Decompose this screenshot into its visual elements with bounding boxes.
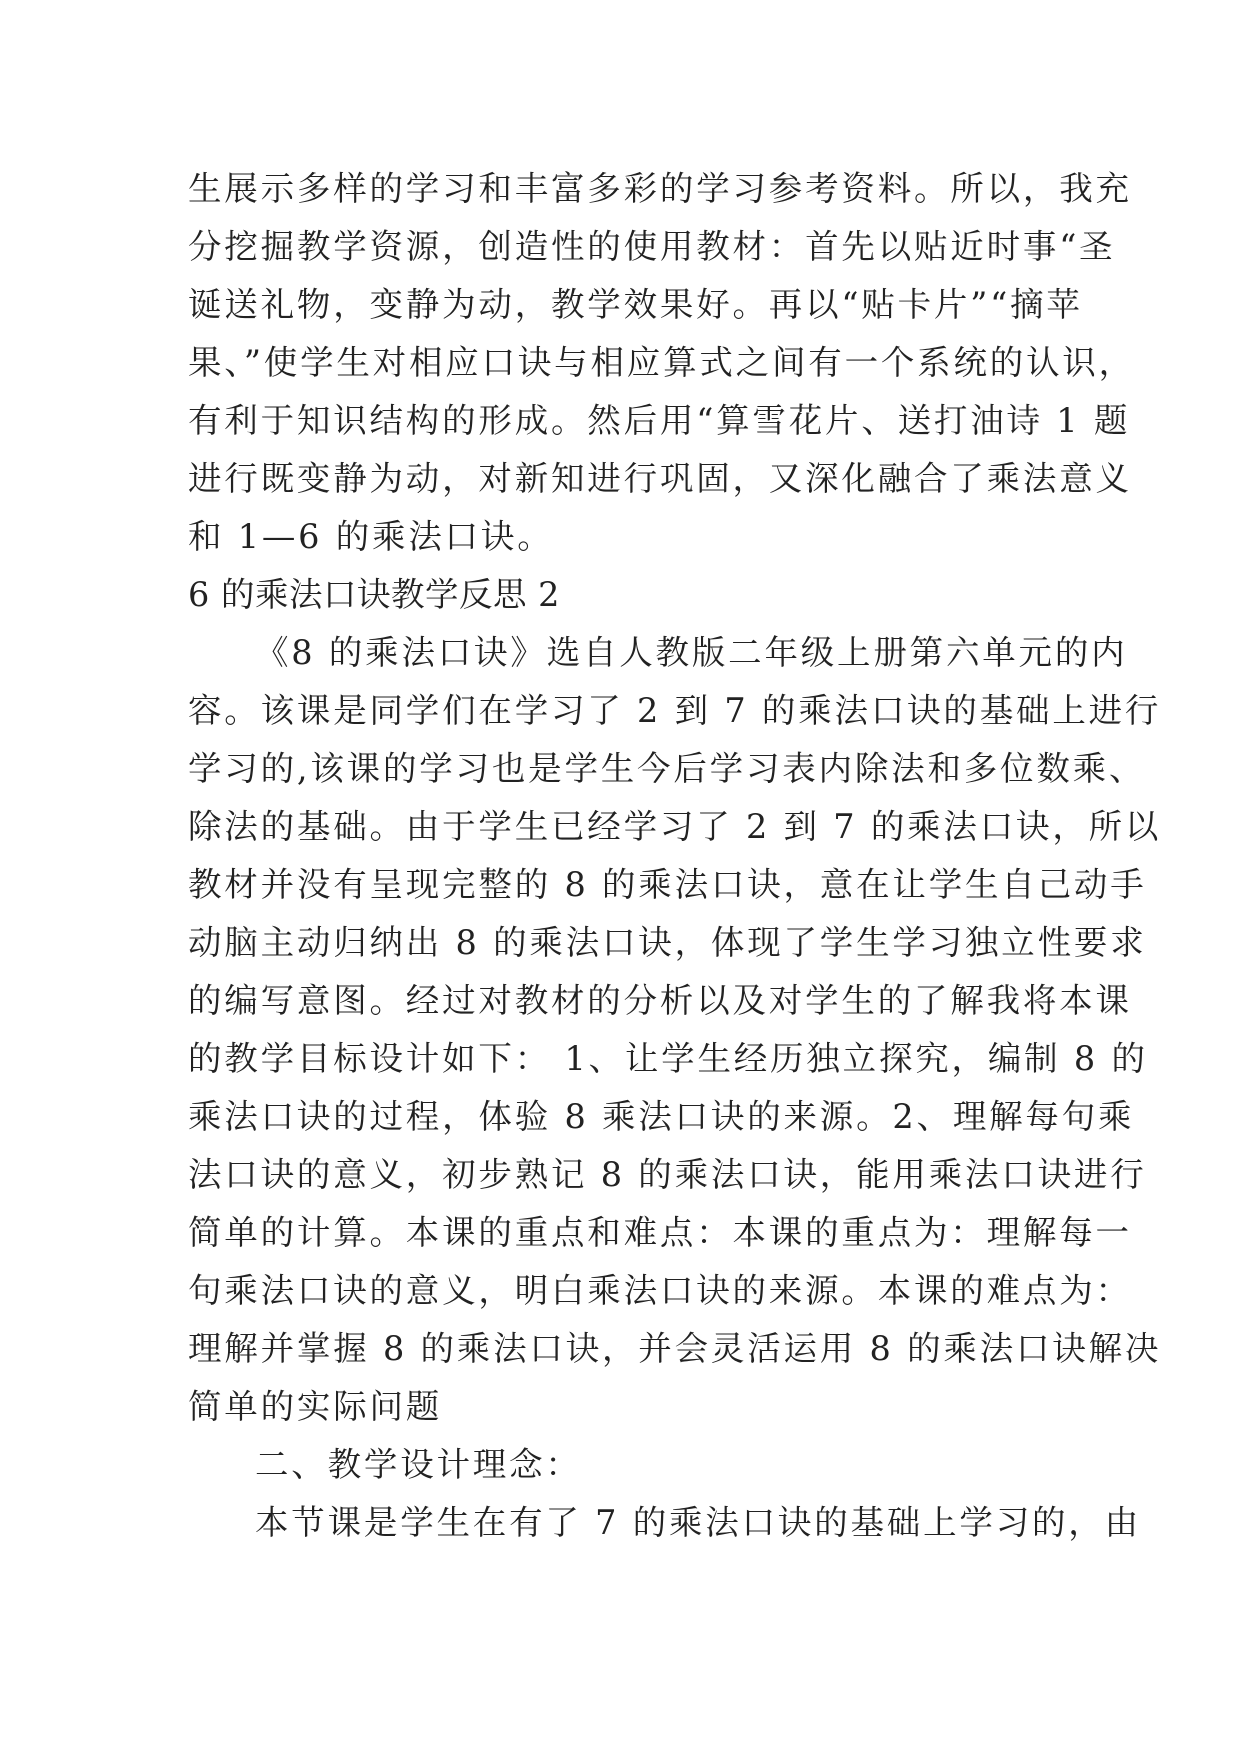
paragraph-1-line: 分挖掘教学资源，创造性的使用教材：首先以贴近时事“圣 <box>188 227 1116 266</box>
paragraph-2-line: 除法的基础。由于学生已经学习了 2 到 7 的乘法口诀，所以 <box>188 807 1162 846</box>
section-title: 6 的乘法口诀教学反思 2 <box>188 575 560 614</box>
paragraph-2-line: 教材并没有呈现完整的 8 的乘法口诀，意在让学生自己动手 <box>188 865 1147 904</box>
paragraph-2-line: 《8 的乘法口诀》选自人教版二年级上册第六单元的内 <box>255 633 1128 672</box>
paragraph-1-line: 生展示多样的学习和丰富多彩的学习参考资料。所以，我充 <box>188 169 1132 208</box>
subheading: 二、教学设计理念： <box>255 1445 582 1484</box>
paragraph-2-line: 简单的实际问题 <box>188 1387 443 1426</box>
paragraph-2-line: 的教学目标设计如下： 1、让学生经历独立探究，编制 8 的 <box>188 1039 1148 1078</box>
paragraph-2-line: 乘法口诀的过程，体验 8 乘法口诀的来源。2、理解每句乘 <box>188 1097 1135 1136</box>
paragraph-2-line: 动脑主动归纳出 8 的乘法口诀，体现了学生学习独立性要求 <box>188 923 1147 962</box>
paragraph-1-line: 和 1—6 的乘法口诀。 <box>188 517 554 556</box>
paragraph-2-line: 容。该课是同学们在学习了 2 到 7 的乘法口诀的基础上进行 <box>188 691 1162 730</box>
paragraph-1-line: 诞送礼物，变静为动，教学效果好。再以“贴卡片”“摘苹 <box>188 285 1083 324</box>
document-body <box>188 160 1162 1552</box>
paragraph-2-line: 学习的,该课的学习也是学生今后学习表内除法和多位数乘、 <box>188 749 1146 788</box>
paragraph-2-line: 简单的计算。本课的重点和难点：本课的重点为：理解每一 <box>188 1213 1132 1252</box>
paragraph-2-line: 的编写意图。经过对教材的分析以及对学生的了解我将本课 <box>188 981 1132 1020</box>
paragraph-2-line: 法口诀的意义，初步熟记 8 的乘法口诀，能用乘法口诀进行 <box>188 1155 1147 1194</box>
paragraph-1-line: 果、”使学生对相应口诀与相应算式之间有一个系统的认识， <box>188 343 1135 382</box>
paragraph-1-line: 有利于知识结构的形成。然后用“算雪花片、送打油诗 1 题 <box>188 401 1131 440</box>
paragraph-3-line: 本节课是学生在有了 7 的乘法口诀的基础上学习的，由 <box>255 1503 1141 1542</box>
paragraph-1-line: 进行既变静为动，对新知进行巩固，又深化融合了乘法意义 <box>188 459 1132 498</box>
paragraph-2-line: 理解并掌握 8 的乘法口诀，并会灵活运用 8 的乘法口诀解决 <box>188 1329 1162 1368</box>
paragraph-2-line: 句乘法口诀的意义，明白乘法口诀的来源。本课的难点为： <box>188 1271 1132 1310</box>
